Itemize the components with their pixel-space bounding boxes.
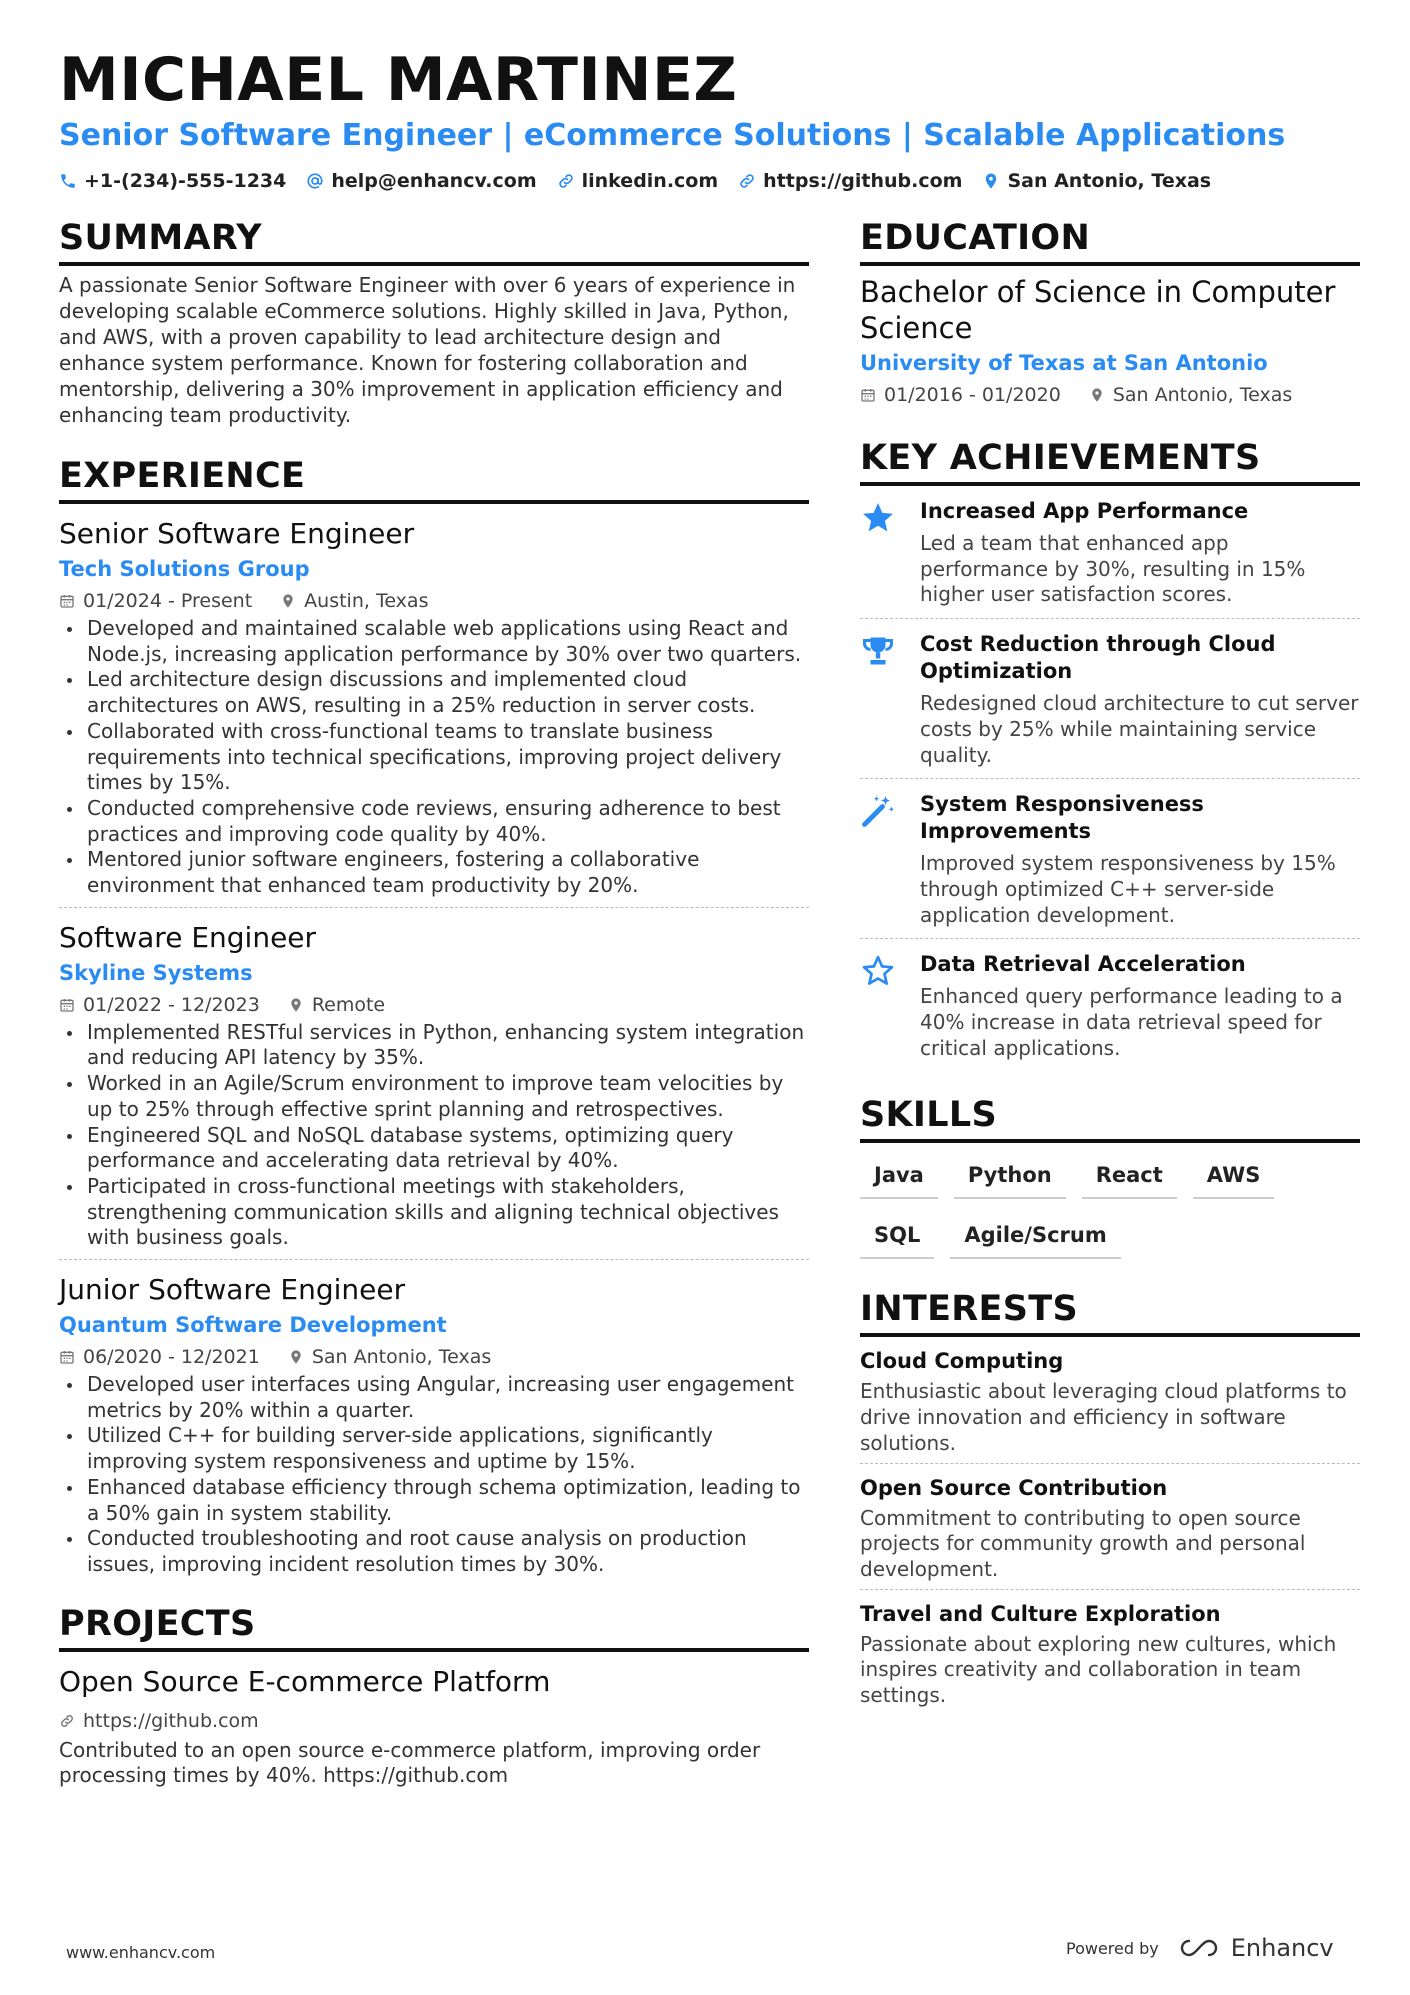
achievement-description: Enhanced query performance leading to a 40% increase in data retrieval speed for critical applications. bbox=[920, 984, 1343, 1060]
right-column bbox=[860, 216, 1360, 1715]
job-bullet: Developed user interfaces using Angular, increasing user engagement metrics by 20% within a quarter. bbox=[59, 1372, 809, 1423]
calendar-icon bbox=[59, 997, 75, 1013]
summary-text: A passionate Senior Software Engineer with over 6 years of experience in developing scalable eCommerce solutions. Highly skilled in Java, Python, and AWS, with a proven capability to lead architecture design and enhance system performance. Known for fostering collaboration and mentorship, delivering a 30% improvement in application efficiency and enhancing team productivity. bbox=[59, 273, 796, 427]
skill-tag: React bbox=[1082, 1155, 1177, 1199]
job-bullet: Conducted comprehensive code reviews, ensuring adherence to best practices and improving code quality by 40%. bbox=[59, 796, 809, 847]
candidate-name: MICHAEL MARTINEZ bbox=[59, 45, 738, 115]
education-meta bbox=[860, 382, 1360, 408]
at-icon bbox=[306, 172, 324, 190]
job-location bbox=[280, 588, 428, 614]
education-dates-text: 01/2016 - 01/2020 bbox=[884, 384, 1061, 406]
achievement-description: Led a team that enhanced app performance by 30%, resulting in 15% higher user satisfaction scores. bbox=[920, 531, 1306, 607]
github-text: https://github.com bbox=[763, 170, 963, 192]
job-bullet: Developed and maintained scalable web applications using React and Node.js, increasing application performance by 30% over two quarters. bbox=[59, 616, 809, 667]
job-role: Junior Software Engineer bbox=[59, 1273, 406, 1307]
job-meta bbox=[59, 1344, 809, 1370]
education-location bbox=[1089, 382, 1292, 408]
phone-icon bbox=[59, 172, 77, 190]
job-bullet: Engineered SQL and NoSQL database systems, optimizing query performance and accelerating data retrieval by 40%. bbox=[59, 1123, 809, 1174]
achievement-item bbox=[860, 779, 1360, 939]
achievement-title: Increased App Performance bbox=[920, 499, 1249, 523]
enhancv-brand-text: Enhancv bbox=[1230, 1934, 1334, 1962]
footer-branding bbox=[1066, 1934, 1334, 1962]
job-bullet: Enhanced database efficiency through schema optimization, leading to a 50% gain in system stability. bbox=[59, 1475, 809, 1526]
skill-tag: Java bbox=[860, 1155, 938, 1199]
interests-title: INTERESTS bbox=[860, 1287, 1360, 1337]
enhancv-logo[interactable] bbox=[1175, 1934, 1334, 1962]
project-link-text: https://github.com bbox=[83, 1709, 259, 1732]
project-link[interactable] bbox=[59, 1708, 809, 1734]
achievement-title: Data Retrieval Acceleration bbox=[920, 952, 1246, 977]
location-text: San Antonio, Texas bbox=[1007, 170, 1212, 192]
interest-description: Commitment to contributing to open source projects for community growth and personal development. bbox=[860, 1505, 1306, 1581]
job-bullet: Participated in cross-functional meetings with stakeholders, strengthening communication skills and aligning technical objectives with business goals. bbox=[59, 1174, 809, 1251]
summary-title: SUMMARY bbox=[59, 216, 809, 266]
job-dates bbox=[59, 588, 252, 614]
experience-entry bbox=[59, 1259, 809, 1578]
summary-section bbox=[59, 216, 809, 428]
skills-title: SKILLS bbox=[860, 1093, 1360, 1143]
calendar-icon bbox=[59, 1349, 75, 1365]
job-bullet: Implemented RESTful services in Python, enhancing system integration and reducing API latency by 35%. bbox=[59, 1020, 809, 1071]
linkedin-text: linkedin.com bbox=[581, 170, 719, 192]
achievement-item bbox=[860, 939, 1360, 1071]
degree: Bachelor of Science in Computer Science bbox=[860, 275, 1336, 345]
job-bullet: Collaborated with cross-functional teams to translate business requirements into technical specifications, improving project delivery times by 15%. bbox=[59, 719, 809, 796]
location-pin-icon bbox=[982, 172, 1000, 190]
location-pin-icon bbox=[280, 593, 296, 609]
interest-title: Open Source Contribution bbox=[860, 1475, 1168, 1500]
trophy-icon bbox=[860, 631, 902, 768]
job-company: Skyline Systems bbox=[59, 960, 253, 985]
skills-section bbox=[860, 1093, 1360, 1259]
contact-location bbox=[982, 168, 1211, 194]
education-section bbox=[860, 216, 1360, 408]
link-icon bbox=[59, 1713, 75, 1729]
footer-website[interactable]: www.enhancv.com bbox=[66, 1943, 216, 1962]
job-dates-text: 06/2020 - 12/2021 bbox=[83, 1346, 260, 1369]
location-pin-icon bbox=[1089, 387, 1105, 403]
calendar-icon bbox=[860, 387, 876, 403]
enhancv-logo-icon bbox=[1175, 1936, 1223, 1960]
job-dates bbox=[59, 1344, 260, 1370]
job-meta bbox=[59, 588, 809, 614]
job-bullets bbox=[59, 1372, 809, 1578]
magic-wand-icon bbox=[860, 791, 902, 928]
job-company: Quantum Software Development bbox=[59, 1313, 447, 1338]
education-title: EDUCATION bbox=[860, 216, 1360, 266]
skill-tag: SQL bbox=[860, 1215, 934, 1259]
interest-item bbox=[860, 1590, 1360, 1715]
contact-email[interactable] bbox=[306, 168, 536, 194]
job-location-text: San Antonio, Texas bbox=[311, 1346, 492, 1369]
job-dates bbox=[59, 992, 260, 1018]
achievement-item bbox=[860, 619, 1360, 779]
projects-section bbox=[59, 1602, 809, 1789]
education-dates bbox=[860, 382, 1061, 408]
interest-title: Cloud Computing bbox=[860, 1349, 1064, 1374]
job-bullet: Conducted troubleshooting and root cause analysis on production issues, improving incident resolution times by 30%. bbox=[59, 1526, 809, 1577]
job-location-text: Austin, Texas bbox=[304, 590, 429, 612]
link-icon bbox=[738, 172, 756, 190]
job-bullet: Worked in an Agile/Scrum environment to improve team velocities by up to 25% through effective sprint planning and retrospectives. bbox=[59, 1071, 809, 1122]
job-company: Tech Solutions Group bbox=[59, 557, 310, 581]
job-dates-text: 01/2022 - 12/2023 bbox=[83, 993, 260, 1016]
job-bullet: Utilized C++ for building server-side applications, significantly improving system responsiveness and uptime by 15%. bbox=[59, 1423, 809, 1474]
star-filled-icon bbox=[860, 498, 902, 608]
school: University of Texas at San Antonio bbox=[860, 351, 1268, 375]
contact-linkedin[interactable] bbox=[557, 168, 719, 194]
interest-item bbox=[860, 1464, 1360, 1590]
link-icon bbox=[557, 172, 575, 190]
job-meta bbox=[59, 992, 809, 1018]
achievement-title: System Responsiveness Improvements bbox=[920, 792, 1204, 844]
projects-title: PROJECTS bbox=[59, 1602, 809, 1652]
job-bullets bbox=[59, 1020, 809, 1251]
experience-entry bbox=[59, 907, 809, 1251]
achievement-title: Cost Reduction through Cloud Optimization bbox=[920, 632, 1276, 684]
education-location-text: San Antonio, Texas bbox=[1112, 384, 1293, 406]
contact-phone[interactable] bbox=[59, 168, 286, 194]
skill-tag: Agile/Scrum bbox=[950, 1215, 1120, 1259]
left-column bbox=[59, 216, 809, 1789]
skill-tag: AWS bbox=[1193, 1155, 1275, 1199]
job-role: Software Engineer bbox=[59, 920, 317, 954]
job-location-text: Remote bbox=[311, 993, 386, 1016]
achievements-title: KEY ACHIEVEMENTS bbox=[860, 436, 1360, 486]
skill-tag: Python bbox=[954, 1155, 1066, 1199]
experience-title: EXPERIENCE bbox=[59, 454, 809, 504]
job-dates-text: 01/2024 - Present bbox=[83, 590, 253, 612]
contact-bar bbox=[59, 168, 1211, 194]
location-pin-icon bbox=[288, 1349, 304, 1365]
email-text: help@enhancv.com bbox=[331, 170, 537, 192]
skills-list bbox=[860, 1155, 1360, 1259]
job-location bbox=[288, 1344, 491, 1370]
interest-description: Enthusiastic about leveraging cloud platforms to drive innovation and efficiency in software solutions. bbox=[860, 1379, 1347, 1455]
powered-by-text: Powered by bbox=[1066, 1938, 1159, 1958]
contact-github[interactable] bbox=[738, 168, 962, 194]
achievement-item bbox=[860, 486, 1360, 619]
phone-text: +1-(234)-555-1234 bbox=[84, 170, 287, 192]
job-role: Senior Software Engineer bbox=[59, 517, 415, 550]
job-bullet: Mentored junior software engineers, fostering a collaborative environment that enhanced team productivity by 20%. bbox=[59, 847, 809, 898]
experience-entry bbox=[59, 516, 809, 899]
project-title: Open Source E-commerce Platform bbox=[59, 1664, 551, 1698]
interest-title: Travel and Culture Exploration bbox=[860, 1601, 1221, 1626]
achievements-section bbox=[860, 436, 1360, 1071]
location-pin-icon bbox=[288, 997, 304, 1013]
experience-section bbox=[59, 454, 809, 1578]
job-location bbox=[288, 992, 385, 1018]
calendar-icon bbox=[59, 593, 75, 609]
project-description: Contributed to an open source e-commerce platform, improving order processing times by 40%. https://github.com bbox=[59, 1737, 761, 1788]
interest-item bbox=[860, 1337, 1360, 1463]
job-bullets bbox=[59, 616, 809, 899]
achievement-description: Redesigned cloud architecture to cut server costs by 25% while maintaining service quality. bbox=[920, 691, 1359, 767]
job-bullet: Led architecture design discussions and implemented cloud architectures on AWS, resulting in a 25% reduction in server costs. bbox=[59, 667, 809, 718]
achievement-description: Improved system responsiveness by 15% through optimized C++ server-side application development. bbox=[920, 851, 1336, 927]
star-outline-icon bbox=[860, 951, 902, 1061]
headline: Senior Software Engineer | eCommerce Solutions | Scalable Applications bbox=[59, 118, 1286, 153]
interest-description: Passionate about exploring new cultures, which inspires creativity and collaboration in team settings. bbox=[860, 1631, 1337, 1708]
interests-section bbox=[860, 1287, 1360, 1714]
